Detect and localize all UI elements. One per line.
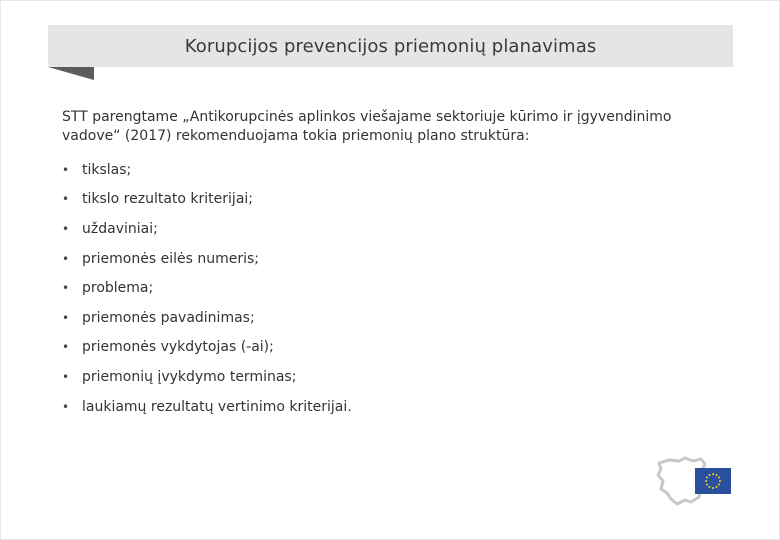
- slide-title: Korupcijos prevencijos priemonių planavimas: [184, 35, 597, 57]
- list-item-text: tikslo rezultato kriterijai;: [82, 191, 254, 208]
- bullet-icon: •: [62, 281, 70, 296]
- bullet-icon: •: [62, 369, 70, 384]
- title-tab-decoration: [48, 67, 94, 80]
- list-item: [62, 214, 352, 244]
- bullet-icon: •: [62, 192, 70, 207]
- title-bar: [48, 25, 733, 67]
- list-item: [62, 392, 352, 422]
- list-item-text: priemonės eilės numeris;: [82, 250, 259, 267]
- list-item: [62, 185, 352, 215]
- structure-list: [62, 155, 352, 421]
- intro-paragraph: STT parengtame „Antikorupcinės aplinkos viešajame sektoriuje kūrimo ir įgyvendinimo vadove“ (2017) rekomenduojama tokia priemonių plano struktūra:: [62, 109, 672, 144]
- list-item-text: uždaviniai;: [82, 220, 158, 237]
- list-item: [62, 273, 352, 303]
- list-item-text: priemonės vykdytojas (-ai);: [82, 339, 274, 356]
- list-item-text: priemonės pavadinimas;: [82, 309, 255, 326]
- eu-flag: [695, 468, 731, 494]
- list-item-text: tikslas;: [82, 161, 132, 178]
- list-item: [62, 155, 352, 185]
- bullet-icon: •: [62, 340, 70, 355]
- list-item: [62, 362, 352, 392]
- list-item-text: problema;: [82, 280, 154, 297]
- bullet-icon: •: [62, 221, 70, 236]
- list-item: [62, 244, 352, 274]
- list-item-text: laukiamų rezultatų vertinimo kriterijai.: [82, 398, 352, 415]
- list-item-text: priemonių įvykdymo terminas;: [82, 368, 297, 385]
- bullet-icon: •: [62, 251, 70, 266]
- list-item: [62, 303, 352, 333]
- bullet-icon: •: [62, 399, 70, 414]
- bullet-icon: •: [62, 310, 70, 325]
- lithuania-map-eu-flag-icon: [655, 455, 735, 507]
- bullet-icon: •: [62, 162, 70, 177]
- list-item: [62, 333, 352, 363]
